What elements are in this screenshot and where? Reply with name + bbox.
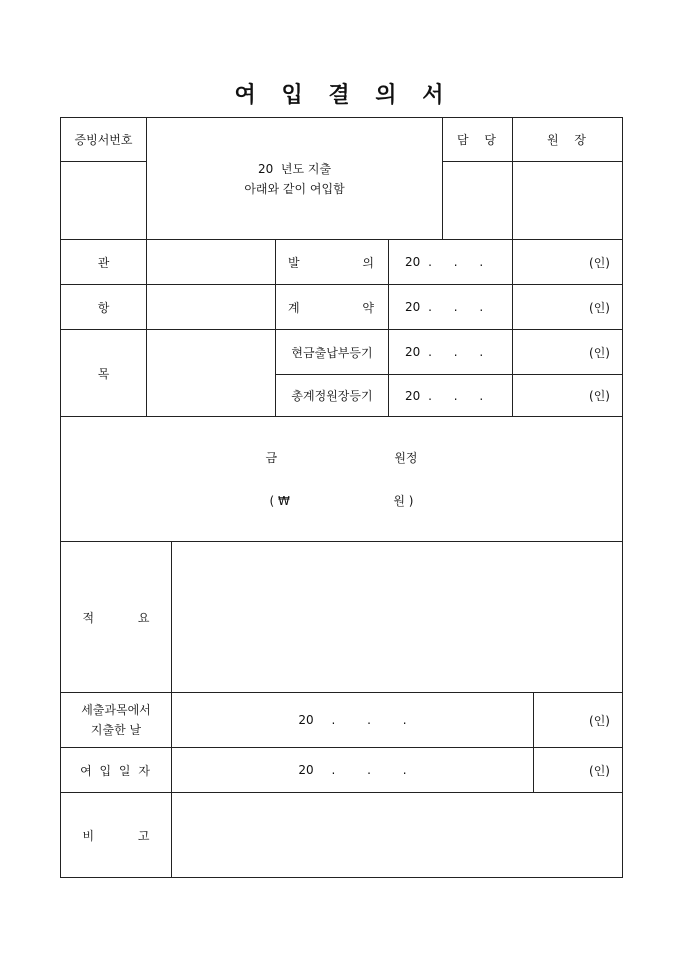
- expenditure-date-dots: . . .: [331, 713, 407, 727]
- cash-book-label: 현금출납부등기: [276, 330, 389, 375]
- resolution-line: 아래와 같이 여입함: [244, 181, 345, 196]
- proposal-label-left: 발: [288, 255, 300, 270]
- proposal-label: [276, 240, 389, 285]
- voucher-no-field[interactable]: [61, 162, 147, 240]
- summary-label: 적 요: [61, 542, 172, 693]
- fiscal-year-line: 20 년도 지출: [257, 161, 332, 176]
- mok-field[interactable]: [147, 330, 276, 417]
- contract-seal: (인): [513, 285, 623, 330]
- document-title: 여 입 결 의 서: [234, 82, 446, 108]
- expenditure-date[interactable]: [172, 693, 534, 748]
- amount-unit: 원정: [394, 451, 418, 465]
- cash-book-date-dots: . . .: [428, 345, 484, 359]
- amount-line-figures: [61, 492, 622, 509]
- cash-book-date[interactable]: [389, 330, 513, 375]
- general-ledger-label: 총계정원장등기: [276, 375, 389, 417]
- return-date-label: 여 입 일 자: [61, 748, 172, 793]
- general-ledger-date-dots: . . .: [428, 388, 484, 403]
- gwan-field[interactable]: [147, 240, 276, 285]
- proposal-date[interactable]: [389, 240, 513, 285]
- summary-field[interactable]: [172, 542, 623, 693]
- voucher-no-label: 증빙서번호: [61, 118, 147, 162]
- general-ledger-date[interactable]: [389, 375, 513, 417]
- hang-field[interactable]: [147, 285, 276, 330]
- proposal-label-right: 의: [362, 255, 374, 270]
- officer-seal-box[interactable]: [443, 162, 513, 240]
- hang-label: 항: [61, 285, 147, 330]
- director-label: 원 장: [513, 118, 623, 162]
- proposal-date-dots: . . .: [428, 255, 484, 269]
- director-seal-box[interactable]: [513, 162, 623, 240]
- contract-date[interactable]: [389, 285, 513, 330]
- expenditure-statement: [147, 118, 443, 240]
- contract-label-right: 약: [362, 300, 374, 315]
- amount-line-words: [61, 449, 622, 466]
- amount-won-open: ( ₩: [269, 494, 290, 508]
- return-date-dots: . . .: [331, 763, 407, 777]
- return-date[interactable]: [172, 748, 534, 793]
- general-ledger-date-prefix: 20: [405, 388, 421, 403]
- contract-date-prefix: 20: [405, 300, 421, 314]
- proposal-seal: (인): [513, 240, 623, 285]
- contract-label-left: 계: [288, 300, 300, 315]
- expenditure-seal: (인): [534, 693, 623, 748]
- remarks-field[interactable]: [172, 793, 623, 878]
- proposal-date-prefix: 20: [405, 255, 421, 269]
- return-date-prefix: 20: [298, 763, 314, 777]
- expenditure-date-prefix: 20: [298, 713, 314, 727]
- remarks-label: 비 고: [61, 793, 172, 878]
- cash-book-seal: (인): [513, 330, 623, 375]
- expenditure-label-line1: 세출과목에서: [81, 703, 151, 717]
- expenditure-label-line2: 지출한 날: [90, 723, 142, 737]
- amount-block[interactable]: [61, 417, 623, 542]
- resolution-form-table: [60, 117, 623, 878]
- contract-label: [276, 285, 389, 330]
- general-ledger-seal: (인): [513, 375, 623, 417]
- amount-label: 금: [265, 451, 278, 465]
- gwan-label: 관: [61, 240, 147, 285]
- return-date-seal: (인): [534, 748, 623, 793]
- mok-label: 목: [61, 330, 147, 417]
- contract-date-dots: . . .: [428, 300, 484, 314]
- expenditure-date-label: [61, 693, 172, 748]
- amount-won-unit: 원 ): [393, 494, 414, 508]
- cash-book-date-prefix: 20: [405, 345, 421, 359]
- officer-label: 담 당: [443, 118, 513, 162]
